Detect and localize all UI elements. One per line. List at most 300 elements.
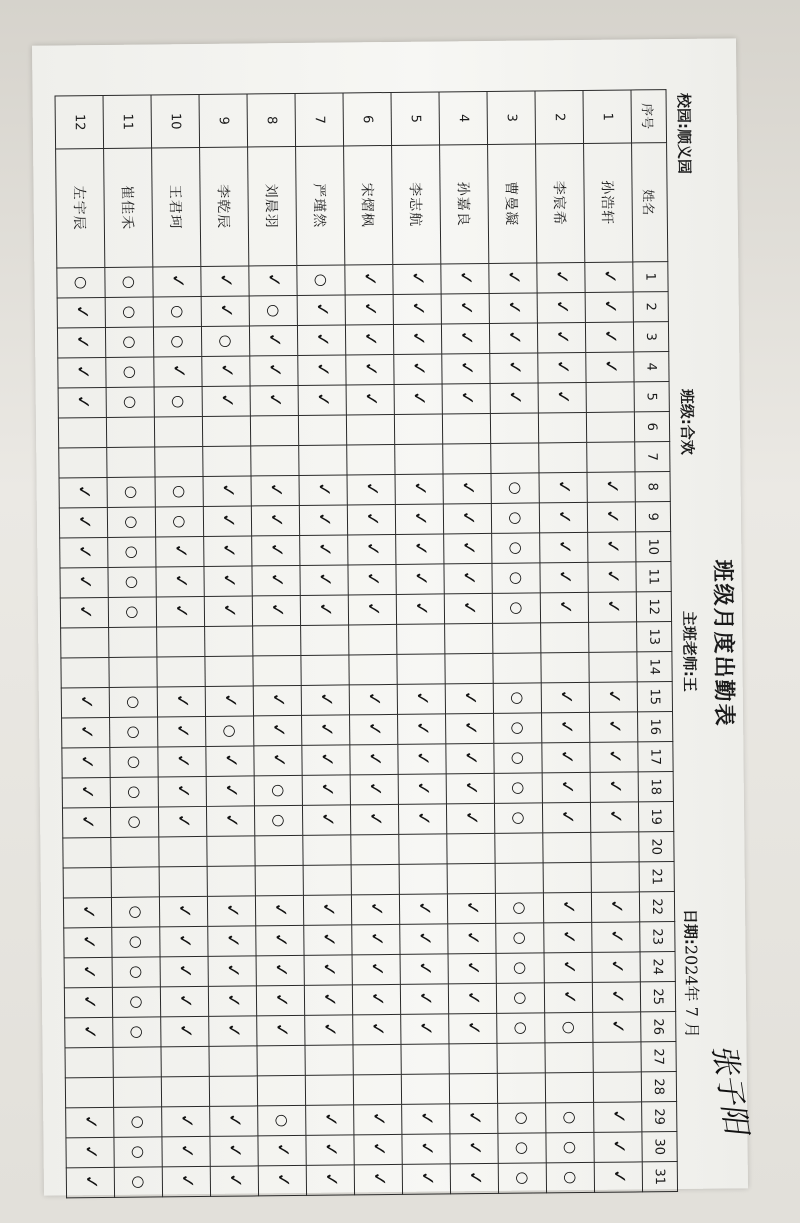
- attendance-cell: [112, 957, 160, 988]
- attendance-cell: [156, 536, 204, 567]
- attendance-cell: [302, 805, 350, 836]
- attendance-cell: [114, 1137, 162, 1168]
- absent-mark: ○: [127, 935, 146, 949]
- attendance-cell: [111, 837, 159, 868]
- student-name: 宋熠枫: [344, 145, 393, 264]
- attendance-cell: [592, 982, 640, 1013]
- absent-mark: ○: [509, 751, 529, 765]
- attendance-cell: [589, 622, 637, 653]
- header-day: 27: [641, 1042, 676, 1072]
- present-mark: ✓: [271, 1170, 295, 1191]
- attendance-cell: [109, 687, 157, 718]
- attendance-cell: [158, 806, 206, 837]
- present-mark: ✓: [169, 602, 193, 622]
- present-mark: ✓: [173, 932, 196, 952]
- attendance-cell: [160, 956, 208, 987]
- attendance-cell: [257, 1075, 305, 1106]
- attendance-cell: [208, 956, 256, 987]
- attendance-cell: [206, 776, 254, 807]
- header-day: 12: [636, 592, 671, 622]
- attendance-cell: [66, 1167, 114, 1198]
- absent-mark: ○: [561, 1140, 581, 1155]
- absent-mark: ○: [562, 1170, 581, 1185]
- attendance-cell: [258, 1165, 306, 1196]
- present-mark: ✓: [223, 1111, 246, 1131]
- absent-mark: ○: [121, 335, 140, 349]
- present-mark: ✓: [77, 933, 100, 953]
- attendance-cell: [110, 747, 158, 778]
- attendance-cell: [298, 355, 346, 386]
- attendance-cell: [253, 685, 301, 716]
- present-mark: ✓: [456, 479, 479, 499]
- attendance-cell: [448, 923, 496, 954]
- attendance-cell: [203, 476, 251, 507]
- attendance-cell: [350, 744, 398, 775]
- attendance-cell: [305, 1075, 353, 1106]
- attendance-cell: [354, 1134, 402, 1165]
- present-mark: ✓: [72, 483, 95, 503]
- present-mark: ✓: [310, 300, 333, 320]
- header-day: 23: [640, 922, 675, 952]
- present-mark: ✓: [310, 330, 334, 350]
- header-day: 30: [642, 1132, 677, 1162]
- present-mark: ✓: [598, 297, 621, 317]
- attendance-cell: [586, 352, 634, 383]
- attendance-cell: [349, 684, 397, 715]
- attendance-cell: [449, 1073, 497, 1104]
- absent-mark: ○: [312, 273, 332, 287]
- present-mark: ✓: [72, 513, 96, 533]
- attendance-cell: [153, 296, 201, 327]
- absent-mark: ○: [170, 395, 189, 409]
- attendance-cell: [593, 1012, 641, 1043]
- attendance-cell: [442, 413, 490, 444]
- absent-mark: ○: [507, 541, 526, 555]
- absent-mark: ○: [512, 1021, 531, 1035]
- absent-mark: ○: [270, 814, 289, 828]
- student-number: 6: [343, 92, 392, 145]
- absent-mark: ○: [125, 725, 144, 739]
- present-mark: ✓: [313, 570, 336, 590]
- present-mark: ✓: [318, 1020, 341, 1040]
- present-mark: ✓: [75, 753, 98, 773]
- attendance-cell: [256, 955, 304, 986]
- present-mark: ✓: [555, 807, 579, 828]
- absent-mark: ○: [508, 601, 527, 615]
- present-mark: ✓: [312, 480, 335, 500]
- attendance-cell: [65, 1017, 113, 1048]
- absent-mark: ○: [124, 605, 143, 619]
- present-mark: ✓: [265, 541, 288, 561]
- absent-mark: ○: [121, 365, 140, 379]
- attendance-cell: [497, 1073, 545, 1104]
- attendance-cell: [393, 324, 441, 355]
- attendance-cell: [543, 832, 591, 863]
- present-mark: ✓: [76, 813, 99, 833]
- present-mark: ✓: [603, 747, 626, 767]
- attendance-cell: [490, 413, 538, 444]
- attendance-cell: [297, 265, 345, 296]
- present-mark: ✓: [409, 569, 432, 589]
- attendance-cell: [354, 1104, 402, 1135]
- present-mark: ✓: [79, 1112, 102, 1133]
- present-mark: ✓: [367, 1139, 390, 1160]
- attendance-cell: [495, 833, 543, 864]
- present-mark: ✓: [459, 719, 482, 739]
- attendance-cell: [394, 384, 442, 415]
- attendance-cell: [490, 353, 538, 384]
- attendance-cell: [157, 656, 205, 687]
- attendance-cell: [490, 383, 538, 414]
- header-day: 25: [640, 982, 675, 1012]
- paper-sheet: [32, 38, 754, 1195]
- absent-mark: ○: [124, 575, 143, 589]
- school-label: 校园:: [674, 92, 693, 129]
- attendance-cell: [57, 327, 105, 358]
- attendance-cell: [590, 802, 638, 833]
- attendance-cell: [352, 924, 400, 955]
- present-mark: ✓: [605, 927, 628, 947]
- student-name: 孙嘉良: [440, 144, 489, 263]
- student-number: 1: [583, 90, 632, 143]
- attendance-cell: [154, 386, 202, 417]
- attendance-cell: [298, 415, 346, 446]
- attendance-cell: [545, 1042, 593, 1073]
- attendance-cell: [402, 1164, 450, 1195]
- absent-mark: ○: [171, 485, 190, 499]
- present-mark: ✓: [557, 957, 580, 978]
- present-mark: ✓: [406, 269, 429, 289]
- header-day: 26: [641, 1012, 676, 1042]
- attendance-cell: [299, 505, 347, 536]
- attendance-cell: [62, 747, 110, 778]
- present-mark: ✓: [214, 301, 237, 321]
- attendance-cell: [202, 386, 250, 417]
- attendance-cell: [345, 324, 393, 355]
- present-mark: ✓: [221, 991, 245, 1011]
- attendance-cell: [498, 1103, 546, 1134]
- attendance-cell: [396, 534, 444, 565]
- attendance-cell: [354, 1164, 402, 1195]
- attendance-cell: [445, 623, 493, 654]
- attendance-cell: [156, 566, 204, 597]
- attendance-cell: [59, 477, 107, 508]
- attendance-cell: [210, 1166, 258, 1197]
- present-mark: ✓: [315, 750, 338, 770]
- attendance-cell: [540, 592, 588, 623]
- attendance-cell: [159, 836, 207, 867]
- attendance-cell: [161, 1076, 209, 1107]
- attendance-cell: [347, 504, 395, 535]
- present-mark: ✓: [269, 960, 292, 981]
- present-mark: ✓: [364, 810, 387, 830]
- attendance-cell: [62, 777, 110, 808]
- present-mark: ✓: [552, 478, 575, 498]
- attendance-cell: [300, 535, 348, 566]
- student-name: 曹曼凝: [488, 144, 537, 263]
- attendance-cell: [66, 1137, 114, 1168]
- header-day: 1: [633, 262, 668, 292]
- present-mark: ✓: [607, 1137, 630, 1157]
- header-day: 6: [634, 412, 669, 442]
- attendance-cell: [545, 1012, 593, 1043]
- present-mark: ✓: [598, 267, 621, 287]
- attendance-cell: [493, 683, 541, 714]
- present-mark: ✓: [366, 1019, 389, 1040]
- present-mark: ✓: [167, 362, 190, 382]
- present-mark: ✓: [269, 930, 292, 951]
- present-mark: ✓: [313, 600, 337, 620]
- absent-mark: ○: [510, 811, 529, 825]
- attendance-cell: [202, 356, 250, 387]
- present-mark: ✓: [214, 271, 237, 291]
- attendance-cell: [591, 862, 639, 893]
- attendance-cell: [401, 1014, 449, 1045]
- attendance-cell: [353, 1014, 401, 1045]
- student-number: 3: [487, 91, 536, 144]
- attendance-cell: [447, 893, 495, 924]
- attendance-cell: [393, 264, 441, 295]
- attendance-cell: [299, 445, 347, 476]
- attendance-cell: [402, 1104, 450, 1135]
- present-mark: ✓: [173, 992, 197, 1012]
- attendance-cell: [114, 1167, 162, 1198]
- attendance-cell: [399, 894, 447, 925]
- present-mark: ✓: [604, 897, 628, 917]
- present-mark: ✓: [267, 721, 290, 741]
- attendance-cell: [493, 653, 541, 684]
- absent-mark: ○: [128, 965, 147, 979]
- attendance-cell: [209, 1016, 257, 1047]
- attendance-cell: [353, 1044, 401, 1075]
- absent-mark: ○: [123, 545, 142, 559]
- present-mark: ✓: [601, 567, 624, 587]
- present-mark: ✓: [553, 568, 576, 588]
- absent-mark: ○: [125, 695, 144, 709]
- attendance-cell: [209, 1046, 257, 1077]
- present-mark: ✓: [319, 1140, 342, 1160]
- attendance-cell: [542, 802, 590, 833]
- present-mark: ✓: [216, 511, 240, 531]
- present-mark: ✓: [314, 690, 337, 710]
- attendance-cell: [346, 414, 394, 445]
- absent-mark: ○: [169, 335, 188, 349]
- present-mark: ✓: [267, 751, 290, 771]
- present-mark: ✓: [461, 988, 485, 1009]
- present-mark: ✓: [556, 897, 580, 918]
- attendance-cell: [162, 1166, 210, 1197]
- attendance-cell: [446, 743, 494, 774]
- attendance-cell: [251, 505, 299, 536]
- attendance-cell: [493, 623, 541, 654]
- attendance-cell: [64, 987, 112, 1018]
- attendance-cell: [496, 953, 544, 984]
- attendance-cell: [207, 836, 255, 867]
- attendance-cell: [205, 686, 253, 717]
- attendance-cell: [160, 986, 208, 1017]
- present-mark: ✓: [407, 359, 430, 379]
- attendance-cell: [158, 746, 206, 777]
- present-mark: ✓: [315, 780, 338, 800]
- attendance-cell: [108, 537, 156, 568]
- attendance-cell: [541, 682, 589, 713]
- attendance-cell: [63, 897, 111, 928]
- present-mark: ✓: [265, 571, 288, 591]
- absent-mark: ○: [169, 305, 188, 319]
- attendance-cell: [491, 443, 539, 474]
- attendance-cell: [397, 684, 445, 715]
- attendance-cell: [396, 594, 444, 625]
- student-name: 李宸希: [536, 143, 585, 262]
- attendance-cell: [585, 262, 633, 293]
- header-day: 4: [634, 352, 669, 382]
- present-mark: ✓: [223, 1171, 247, 1191]
- attendance-cell: [588, 532, 636, 563]
- attendance-cell: [305, 1045, 353, 1076]
- attendance-cell: [395, 504, 443, 535]
- present-mark: ✓: [217, 601, 241, 621]
- present-mark: ✓: [367, 1109, 390, 1130]
- present-mark: ✓: [603, 717, 626, 737]
- attendance-cell: [498, 1133, 546, 1164]
- student-number: 7: [295, 93, 344, 146]
- attendance-cell: [258, 1135, 306, 1166]
- absent-mark: ○: [130, 1145, 149, 1159]
- student-name: 严瑾然: [296, 146, 345, 265]
- present-mark: ✓: [270, 1020, 293, 1041]
- header-day: 7: [635, 442, 670, 472]
- present-mark: ✓: [319, 1110, 342, 1130]
- date-field: [680, 909, 704, 1038]
- present-mark: ✓: [463, 1108, 486, 1129]
- header-day: 21: [639, 862, 674, 892]
- absent-mark: ○: [509, 721, 528, 735]
- absent-mark: ○: [171, 515, 190, 529]
- attendance-cell: [347, 444, 395, 475]
- student-number: 9: [199, 94, 248, 147]
- attendance-cell: [252, 535, 300, 566]
- attendance-cell: [491, 473, 539, 504]
- attendance-cell: [441, 323, 489, 354]
- present-mark: ✓: [363, 780, 386, 800]
- attendance-cell: [249, 265, 297, 296]
- present-mark: ✓: [77, 963, 100, 983]
- present-mark: ✓: [263, 391, 286, 411]
- present-mark: ✓: [359, 390, 382, 410]
- present-mark: ✓: [221, 931, 244, 951]
- attendance-cell: [65, 1047, 113, 1078]
- attendance-cell: [107, 447, 155, 478]
- present-mark: ✓: [502, 328, 526, 348]
- attendance-cell: [113, 1017, 161, 1048]
- attendance-table: [55, 89, 679, 1198]
- attendance-cell: [300, 565, 348, 596]
- present-mark: ✓: [170, 692, 193, 712]
- attendance-cell: [298, 385, 346, 416]
- present-mark: ✓: [409, 599, 433, 619]
- present-mark: ✓: [459, 778, 482, 799]
- absent-mark: ○: [509, 691, 528, 705]
- present-mark: ✓: [414, 1019, 437, 1039]
- present-mark: ✓: [550, 328, 574, 348]
- attendance-cell: [400, 984, 448, 1015]
- attendance-cell: [546, 1162, 594, 1193]
- present-mark: ✓: [220, 901, 244, 921]
- present-mark: ✓: [603, 777, 626, 797]
- attendance-cell: [62, 717, 110, 748]
- absent-mark: ○: [512, 961, 531, 975]
- attendance-cell: [208, 926, 256, 957]
- present-mark: ✓: [502, 298, 525, 318]
- attendance-cell: [399, 864, 447, 895]
- present-mark: ✓: [358, 270, 381, 290]
- absent-mark: ○: [513, 1111, 532, 1125]
- attendance-cell: [450, 1103, 498, 1134]
- absent-mark: ○: [120, 275, 140, 289]
- attendance-cell: [64, 957, 112, 988]
- attendance-cell: [106, 357, 154, 388]
- attendance-cell: [544, 952, 592, 983]
- attendance-cell: [107, 507, 155, 538]
- present-mark: ✓: [415, 1109, 438, 1129]
- present-mark: ✓: [412, 899, 436, 919]
- attendance-cell: [63, 867, 111, 898]
- attendance-cell: [204, 566, 252, 597]
- attendance-cell: [253, 655, 301, 686]
- attendance-cell: [161, 1016, 209, 1047]
- attendance-cell: [401, 1044, 449, 1075]
- present-mark: ✓: [411, 719, 434, 739]
- school-value: 顺义园: [674, 128, 694, 175]
- attendance-cell: [497, 1013, 545, 1044]
- attendance-cell: [538, 412, 586, 443]
- absent-mark: ○: [123, 515, 142, 529]
- present-mark: ✓: [70, 333, 94, 353]
- attendance-cell: [108, 567, 156, 598]
- attendance-cell: [155, 476, 203, 507]
- present-mark: ✓: [70, 303, 93, 323]
- present-mark: ✓: [454, 329, 478, 349]
- attendance-cell: [494, 713, 542, 744]
- attendance-cell: [494, 773, 542, 804]
- attendance-cell: [498, 1163, 546, 1194]
- attendance-cell: [297, 295, 345, 326]
- attendance-cell: [155, 446, 203, 477]
- present-mark: ✓: [75, 783, 98, 803]
- attendance-cell: [441, 293, 489, 324]
- present-mark: ✓: [220, 811, 243, 831]
- student-number: 11: [103, 95, 152, 148]
- attendance-cell: [537, 262, 585, 293]
- attendance-cell: [210, 1106, 258, 1137]
- absent-mark: ○: [514, 1141, 533, 1155]
- attendance-cell: [494, 803, 542, 834]
- attendance-cell: [540, 532, 588, 563]
- attendance-cell: [204, 536, 252, 567]
- attendance-cell: [402, 1134, 450, 1165]
- attendance-cell: [64, 927, 112, 958]
- attendance-cell: [443, 503, 491, 534]
- attendance-cell: [592, 952, 640, 983]
- present-mark: ✓: [413, 959, 436, 979]
- present-mark: ✓: [606, 1017, 629, 1037]
- absent-mark: ○: [507, 511, 526, 525]
- present-mark: ✓: [264, 481, 287, 501]
- present-mark: ✓: [602, 687, 625, 707]
- present-mark: ✓: [454, 269, 477, 289]
- present-mark: ✓: [263, 361, 286, 381]
- header-day: 16: [638, 712, 673, 742]
